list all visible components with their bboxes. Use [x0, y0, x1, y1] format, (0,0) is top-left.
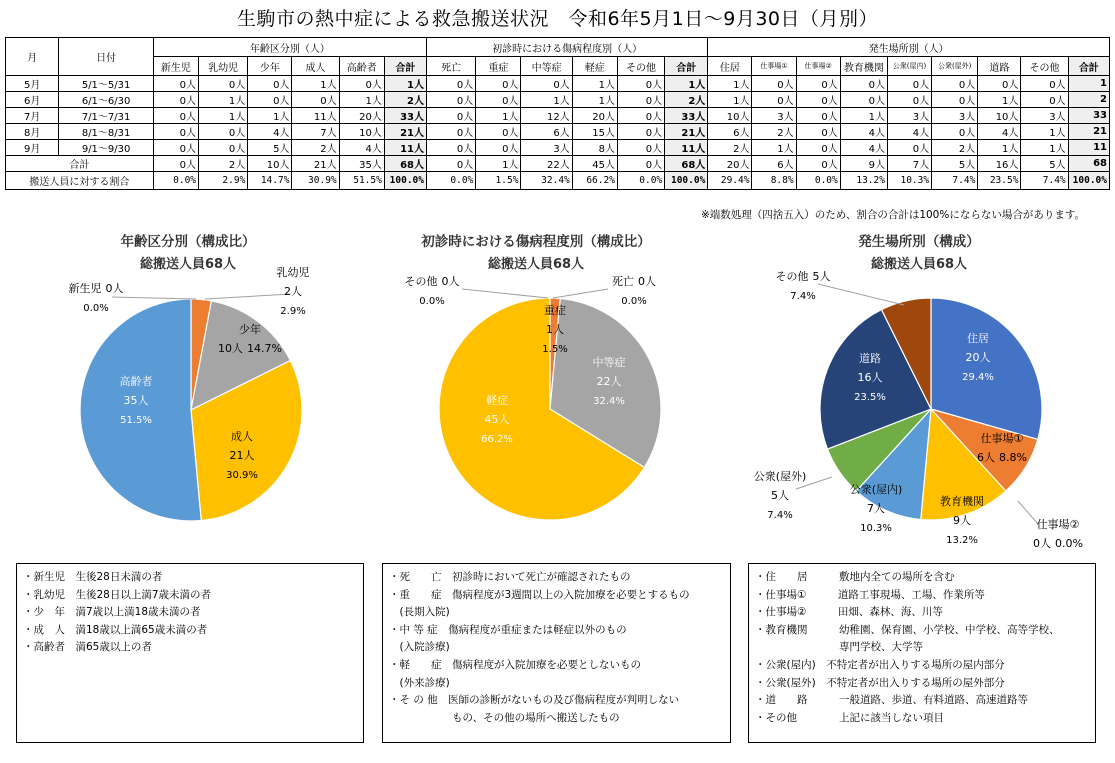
severity-count-cell: 1人 — [521, 92, 572, 108]
place-col-header: 仕事場① — [752, 57, 796, 76]
place-count-cell: 6人 — [708, 124, 752, 140]
place-col-header: 道路 — [978, 57, 1021, 76]
place-col-header: 住居 — [708, 57, 752, 76]
slice-label-combined — [405, 274, 460, 288]
definition-line: ・そ の 他 医師の診断がないもの及び傷病程度が判明しない — [389, 694, 680, 707]
place-count-cell: 0人 — [932, 92, 978, 108]
severity-count-cell: 0人 — [476, 140, 521, 156]
slice-label-name: 少年 — [239, 323, 261, 336]
age-total-cell: 68人 — [384, 156, 426, 172]
place-count-cell: 1人 — [978, 140, 1021, 156]
slice-label-pct: 8.8% — [999, 451, 1027, 464]
definition-line: ・公衆(屋内) 不特定者が出入りする場所の屋内部分 — [755, 658, 1005, 671]
severity-ratio-cell: 0.0% — [617, 172, 664, 190]
pie-charts — [0, 225, 1115, 560]
slice-label-name: その他 — [404, 275, 438, 288]
slice-label-pct: 7.4% — [790, 291, 816, 302]
slice-label-combined — [612, 274, 656, 288]
severity-ratio-cell: 0.0% — [426, 172, 475, 190]
severity-count-cell: 8人 — [572, 140, 617, 156]
place-ratio-cell: 29.4% — [708, 172, 752, 190]
slice-label-name: 公衆(屋内) — [849, 483, 903, 496]
slice-label-count: 0人 — [441, 275, 460, 288]
age-col-header: 合計 — [384, 57, 426, 76]
age-count-cell: 1人 — [292, 76, 339, 92]
severity-count-cell: 0人 — [476, 124, 521, 140]
age-total-cell: 2人 — [199, 156, 248, 172]
age-total-cell: 21人 — [292, 156, 339, 172]
date-range-cell: 8/1～8/31 — [59, 124, 153, 140]
place-ratio-cell: 10.3% — [887, 172, 931, 190]
place-count-cell: 0人 — [1021, 92, 1068, 108]
definition-line: ・重 症 傷病程度が3週間以上の入院加療を必要とするもの — [389, 588, 690, 601]
slice-label-pct: 66.2% — [481, 434, 513, 445]
age-count-cell: 0人 — [153, 124, 198, 140]
definition-line: もの、その他の場所へ搬送したもの — [389, 711, 620, 724]
slice-label-pct: 0.0% — [419, 296, 445, 307]
place-count-cell: 11 — [1068, 140, 1109, 156]
severity-ratio-cell: 66.2% — [572, 172, 617, 190]
slice-label-combined — [218, 342, 282, 355]
slice-label-pct: 14.7% — [247, 342, 282, 355]
age-count-cell: 0人 — [199, 124, 248, 140]
age-count-cell: 7人 — [292, 124, 339, 140]
slice-label-pct: 7.4% — [767, 510, 793, 521]
slice-label-count: 0人 — [638, 275, 656, 288]
age-col-header: 成人 — [292, 57, 339, 76]
age-count-cell: 1人 — [248, 108, 292, 124]
place-count-cell: 2人 — [708, 140, 752, 156]
severity-count-cell: 11人 — [665, 140, 708, 156]
definition-line: ・少 年 満7歳以上満18歳未満の者 — [23, 606, 201, 619]
age-count-cell: 0人 — [292, 92, 339, 108]
slice-label-count: 1人 — [546, 323, 564, 336]
age-count-cell: 1人 — [199, 108, 248, 124]
chart-subtitle: 総搬送人員68人 — [487, 257, 585, 272]
definition-line: ・成 人 満18歳以上満65歳未満の者 — [23, 623, 208, 636]
age-ratio-cell: 0.0% — [153, 172, 198, 190]
place-count-cell: 3人 — [752, 108, 796, 124]
slice-label-name: 高齢者 — [119, 375, 153, 388]
severity-count-cell: 3人 — [521, 140, 572, 156]
place-total-cell: 6人 — [752, 156, 796, 172]
severity-col-header: 死亡 — [426, 57, 475, 76]
severity-count-cell: 0人 — [521, 76, 572, 92]
age-count-cell: 20人 — [339, 108, 384, 124]
place-count-cell: 0人 — [752, 92, 796, 108]
severity-total-cell: 68人 — [665, 156, 708, 172]
severity-count-cell: 12人 — [521, 108, 572, 124]
chart-title: 発生場所別（構成） — [858, 234, 980, 250]
slice-label-combined — [776, 269, 831, 283]
severity-count-cell: 0人 — [617, 140, 664, 156]
age-ratio-cell: 30.9% — [292, 172, 339, 190]
slice-label-count: 45人 — [484, 413, 510, 426]
definition-line: ・高齢者 満65歳以上の者 — [23, 641, 152, 654]
severity-count-cell: 1人 — [572, 92, 617, 108]
age-count-cell: 0人 — [199, 140, 248, 156]
place-count-cell: 1人 — [1021, 140, 1068, 156]
place-count-cell: 4人 — [840, 140, 887, 156]
slice-label-name: 死亡 — [612, 275, 634, 288]
slice-label-name: 仕事場② — [1036, 518, 1080, 531]
age-col-header: 乳幼児 — [199, 57, 248, 76]
severity-count-cell: 20人 — [572, 108, 617, 124]
slice-label-name: 公衆(屋外) — [753, 470, 807, 483]
place-count-cell: 3人 — [932, 108, 978, 124]
place-count-cell: 10人 — [978, 108, 1021, 124]
slice-label-count: 22人 — [596, 375, 622, 388]
age-col-header: 高齢者 — [339, 57, 384, 76]
leader-line — [818, 284, 904, 305]
chart-subtitle: 総搬送人員68人 — [139, 257, 237, 272]
age-count-cell: 0人 — [339, 76, 384, 92]
slice-label-count: 2人 — [284, 285, 302, 298]
age-total-cell: 10人 — [248, 156, 292, 172]
place-count-cell: 0人 — [796, 124, 840, 140]
leader-line — [112, 297, 196, 299]
date-range-cell: 9/1～9/30 — [59, 140, 153, 156]
severity-count-cell: 21人 — [665, 124, 708, 140]
age-ratio-cell: 14.7% — [248, 172, 292, 190]
place-definitions — [748, 563, 1096, 743]
severity-count-cell: 6人 — [521, 124, 572, 140]
age-count-cell: 11人 — [384, 140, 426, 156]
place-col-header: 仕事場② — [796, 57, 840, 76]
severity-total-cell: 0人 — [426, 156, 475, 172]
definition-line: ・中 等 症 傷病程度が重症または軽症以外のもの — [389, 623, 627, 636]
definition-line: ・仕事場① 道路工事現場、工場、作業所等 — [755, 588, 985, 601]
severity-total-cell: 22人 — [521, 156, 572, 172]
severity-count-cell: 0人 — [617, 108, 664, 124]
place-col-header: 教育機関 — [840, 57, 887, 76]
slice-label-combined — [1033, 537, 1083, 550]
ratio-label: 搬送人員に対する割合 — [6, 172, 154, 190]
place-count-cell: 0人 — [796, 108, 840, 124]
place-col-header: 合計 — [1068, 57, 1109, 76]
place-count-cell: 4人 — [978, 124, 1021, 140]
date-range-cell: 7/1～7/31 — [59, 108, 153, 124]
place-ratio-cell: 13.2% — [840, 172, 887, 190]
severity-count-cell: 15人 — [572, 124, 617, 140]
month-cell: 7月 — [6, 108, 59, 124]
place-count-cell: 0人 — [978, 76, 1021, 92]
severity-count-cell: 0人 — [426, 76, 475, 92]
age-count-cell: 0人 — [153, 76, 198, 92]
age-count-cell: 0人 — [153, 140, 198, 156]
pie-slice-高齢者 — [80, 299, 201, 521]
place-count-cell: 0人 — [840, 76, 887, 92]
place-total-cell: 20人 — [708, 156, 752, 172]
place-total-cell: 7人 — [887, 156, 931, 172]
age-count-cell: 1人 — [339, 92, 384, 108]
leader-line — [462, 289, 548, 298]
slice-label-count: 5人 — [812, 270, 831, 283]
slice-label-pct: 1.5% — [542, 344, 568, 355]
slice-label-pct: 2.9% — [280, 306, 306, 317]
slice-label-count: 7人 — [867, 502, 885, 515]
age-count-cell: 2人 — [384, 92, 426, 108]
leader-line — [205, 294, 291, 299]
slice-label-combined — [69, 281, 124, 295]
severity-count-cell: 0人 — [426, 92, 475, 108]
place-total-cell: 9人 — [840, 156, 887, 172]
age-count-cell: 1人 — [199, 92, 248, 108]
definition-line: ・その他 上記に該当しない項目 — [755, 711, 944, 724]
severity-col-header: その他 — [617, 57, 664, 76]
leader-line — [553, 289, 608, 298]
severity-col-header: 中等症 — [521, 57, 572, 76]
slice-label-pct: 23.5% — [854, 392, 886, 403]
definition-line: ・死 亡 初診時において死亡が確認されたもの — [389, 571, 631, 583]
slice-label-name: 教育機関 — [940, 495, 984, 508]
page-title: 生駒市の熱中症による救急搬送状況 令和6年5月1日～9月30日（月別） — [236, 8, 879, 30]
severity-count-cell: 0人 — [617, 76, 664, 92]
slice-label-name: 乳幼児 — [276, 266, 310, 279]
slice-label-name: その他 — [775, 270, 809, 283]
definition-line: (入院診療) — [389, 641, 450, 654]
place-count-cell: 10人 — [708, 108, 752, 124]
slice-label-name: 成人 — [231, 430, 253, 443]
severity-group-header: 初診時における傷病程度別（人） — [426, 38, 707, 57]
slice-label-count: 10人 — [218, 342, 244, 355]
leader-line — [1018, 501, 1038, 524]
definition-line: ・教育機関 幼稚園、保育園、小学校、中学校、高等学校、 — [755, 623, 1060, 636]
age-count-cell: 5人 — [248, 140, 292, 156]
place-count-cell: 3人 — [887, 108, 931, 124]
severity-count-cell: 0人 — [426, 108, 475, 124]
age-count-cell: 11人 — [292, 108, 339, 124]
place-count-cell: 0人 — [887, 76, 931, 92]
place-ratio-cell: 7.4% — [1021, 172, 1068, 190]
slice-label-pct: 0.0% — [621, 296, 647, 307]
date-range-cell: 6/1～6/30 — [59, 92, 153, 108]
place-count-cell: 4人 — [840, 124, 887, 140]
place-total-cell: 68 — [1068, 156, 1109, 172]
severity-count-cell: 1人 — [476, 108, 521, 124]
place-group-header: 発生場所別（人） — [708, 38, 1110, 57]
severity-total-cell: 45人 — [572, 156, 617, 172]
slice-label-count: 6人 — [977, 451, 996, 464]
severity-ratio-cell: 1.5% — [476, 172, 521, 190]
definition-line: ・道 路 一般道路、歩道、有料道路、高速道路等 — [755, 694, 1028, 707]
slice-label-name: 軽症 — [486, 394, 508, 407]
place-col-header: その他 — [1021, 57, 1068, 76]
definition-line: (外来診療) — [389, 676, 450, 689]
chart-title: 初診時における傷病程度別（構成比） — [421, 234, 651, 250]
age-count-cell: 4人 — [339, 140, 384, 156]
place-count-cell: 1人 — [840, 108, 887, 124]
severity-count-cell: 33人 — [665, 108, 708, 124]
slice-label-pct: 51.5% — [120, 415, 152, 426]
place-count-cell: 0人 — [796, 140, 840, 156]
age-pie-chart — [69, 233, 310, 521]
age-count-cell: 0人 — [153, 92, 198, 108]
place-total-cell: 16人 — [978, 156, 1021, 172]
rounding-footnote: ※端数処理（四捨五入）のため、割合の合計は100%にならない場合があります。 — [700, 209, 1085, 221]
severity-ratio-cell: 100.0% — [665, 172, 708, 190]
severity-count-cell: 0人 — [617, 92, 664, 108]
severity-count-cell: 1人 — [665, 76, 708, 92]
place-count-cell: 1人 — [752, 140, 796, 156]
slice-label-pct: 29.4% — [962, 372, 994, 383]
chart-title: 年齢区分別（構成比） — [120, 234, 256, 250]
month-cell: 5月 — [6, 76, 59, 92]
slice-label-count: 9人 — [953, 514, 971, 527]
slice-label-name: 中等症 — [592, 356, 626, 369]
place-col-header: 公衆(屋内) — [887, 57, 931, 76]
place-count-cell: 4人 — [887, 124, 931, 140]
place-count-cell: 0人 — [840, 92, 887, 108]
place-count-cell: 0人 — [796, 76, 840, 92]
severity-count-cell: 0人 — [426, 124, 475, 140]
age-count-cell: 4人 — [248, 124, 292, 140]
date-header: 日付 — [59, 38, 153, 76]
slice-label-count: 5人 — [771, 489, 789, 502]
place-count-cell: 0人 — [796, 92, 840, 108]
severity-col-header: 重症 — [476, 57, 521, 76]
place-total-cell: 5人 — [1021, 156, 1068, 172]
age-ratio-cell: 100.0% — [384, 172, 426, 190]
slice-label-pct: 0.0% — [1055, 537, 1083, 550]
severity-total-cell: 0人 — [617, 156, 664, 172]
age-ratio-cell: 2.9% — [199, 172, 248, 190]
place-count-cell: 33 — [1068, 108, 1109, 124]
place-count-cell: 1人 — [1021, 124, 1068, 140]
severity-definitions — [382, 563, 731, 743]
slice-label-name: 道路 — [859, 352, 881, 365]
place-ratio-cell: 0.0% — [796, 172, 840, 190]
severity-col-header: 合計 — [665, 57, 708, 76]
place-count-cell: 0人 — [752, 76, 796, 92]
place-count-cell: 1人 — [978, 92, 1021, 108]
definition-line: ・仕事場② 田畑、森林、海、川等 — [755, 606, 943, 619]
age-count-cell: 2人 — [292, 140, 339, 156]
monthly-stats-table — [5, 37, 1110, 190]
severity-count-cell: 0人 — [617, 124, 664, 140]
definition-line: ・新生児 生後28日未満の者 — [23, 571, 163, 583]
age-count-cell: 1人 — [384, 76, 426, 92]
age-group-header: 年齢区分別（人） — [153, 38, 426, 57]
age-col-header: 少年 — [248, 57, 292, 76]
definition-line: ・公衆(屋外) 不特定者が出入りする場所の屋外部分 — [755, 676, 1005, 689]
place-ratio-cell: 8.8% — [752, 172, 796, 190]
severity-count-cell: 0人 — [476, 76, 521, 92]
definition-line: ・乳幼児 生後28日以上満7歳未満の者 — [23, 588, 212, 601]
slice-label-combined — [977, 451, 1027, 464]
place-count-cell: 3人 — [1021, 108, 1068, 124]
slice-label-count: 0人 — [105, 282, 124, 295]
age-count-cell: 0人 — [153, 108, 198, 124]
place-pie-chart — [754, 233, 1083, 550]
place-count-cell: 21 — [1068, 124, 1109, 140]
age-count-cell: 33人 — [384, 108, 426, 124]
place-count-cell: 1 — [1068, 76, 1109, 92]
slice-label-count: 0人 — [1033, 537, 1052, 550]
place-ratio-cell: 100.0% — [1068, 172, 1109, 190]
place-count-cell: 1人 — [708, 92, 752, 108]
severity-ratio-cell: 32.4% — [521, 172, 572, 190]
date-range-cell: 5/1～5/31 — [59, 76, 153, 92]
slice-label-count: 21人 — [229, 449, 255, 462]
slice-label-count: 35人 — [123, 394, 149, 407]
month-cell: 9月 — [6, 140, 59, 156]
place-count-cell: 0人 — [887, 92, 931, 108]
month-cell: 8月 — [6, 124, 59, 140]
chart-subtitle: 総搬送人員68人 — [870, 257, 968, 272]
slice-label-name: 仕事場① — [980, 432, 1024, 445]
definition-line: 専門学校、大学等 — [755, 641, 923, 654]
place-count-cell: 2 — [1068, 92, 1109, 108]
place-ratio-cell: 23.5% — [978, 172, 1021, 190]
place-count-cell: 0人 — [932, 76, 978, 92]
definition-line: ・住 居 敷地内全ての場所を含む — [755, 571, 955, 583]
severity-count-cell: 0人 — [426, 140, 475, 156]
slice-label-count: 16人 — [857, 371, 883, 384]
slice-label-pct: 13.2% — [946, 535, 978, 546]
severity-count-cell: 2人 — [665, 92, 708, 108]
month-header: 月 — [6, 38, 59, 76]
age-ratio-cell: 51.5% — [339, 172, 384, 190]
age-count-cell: 0人 — [248, 92, 292, 108]
slice-label-name: 新生児 — [68, 282, 102, 295]
place-count-cell: 0人 — [1021, 76, 1068, 92]
severity-count-cell: 0人 — [476, 92, 521, 108]
place-col-header: 公衆(屋外) — [932, 57, 978, 76]
place-count-cell: 2人 — [752, 124, 796, 140]
slice-label-pct: 30.9% — [226, 470, 258, 481]
severity-col-header: 軽症 — [572, 57, 617, 76]
slice-label-pct: 10.3% — [860, 523, 892, 534]
slice-label-count: 20人 — [965, 351, 991, 364]
place-count-cell: 0人 — [887, 140, 931, 156]
age-count-cell: 10人 — [339, 124, 384, 140]
month-cell: 6月 — [6, 92, 59, 108]
severity-total-cell: 1人 — [476, 156, 521, 172]
age-definitions — [16, 563, 364, 743]
place-total-cell: 5人 — [932, 156, 978, 172]
age-total-cell: 0人 — [153, 156, 198, 172]
severity-pie-chart — [405, 233, 661, 520]
place-count-cell: 0人 — [932, 124, 978, 140]
place-count-cell: 2人 — [932, 140, 978, 156]
place-ratio-cell: 7.4% — [932, 172, 978, 190]
slice-label-name: 重症 — [544, 304, 566, 317]
age-count-cell: 0人 — [248, 76, 292, 92]
definition-line: ・軽 症 傷病程度が入院加療を必要としないもの — [389, 658, 641, 671]
age-total-cell: 35人 — [339, 156, 384, 172]
slice-label-name: 住居 — [967, 332, 989, 345]
age-col-header: 新生児 — [153, 57, 198, 76]
severity-count-cell: 1人 — [572, 76, 617, 92]
age-count-cell: 0人 — [199, 76, 248, 92]
slice-label-pct: 0.0% — [83, 303, 109, 314]
age-count-cell: 21人 — [384, 124, 426, 140]
total-label: 合計 — [6, 156, 154, 172]
place-total-cell: 0人 — [796, 156, 840, 172]
place-count-cell: 1人 — [708, 76, 752, 92]
definition-line: (長期入院) — [389, 606, 450, 619]
slice-label-pct: 32.4% — [593, 396, 625, 407]
